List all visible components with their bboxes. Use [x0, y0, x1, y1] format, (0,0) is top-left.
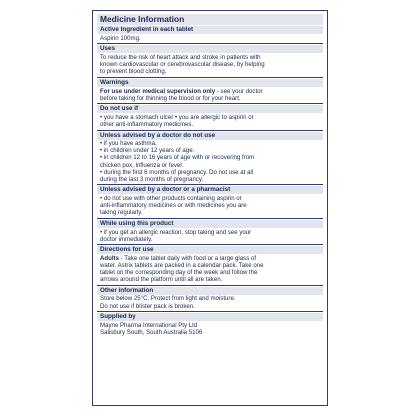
section-warnings	[97, 79, 323, 104]
text-line: • if you have asthma.	[100, 140, 157, 148]
body-other-information	[97, 295, 323, 311]
body-while-using	[97, 228, 323, 244]
text-line: doctor immediately.	[100, 235, 153, 243]
body-active-ingredient	[97, 34, 323, 43]
directions-adults-label: Adults	[100, 254, 119, 262]
text-line: • in children 12 to 16 years of age with or recovering from	[100, 154, 255, 162]
text-line: during the last 3 months of pregnancy.	[100, 175, 204, 183]
body-directions	[97, 254, 323, 284]
section-supplied-by	[97, 313, 323, 337]
warning-text: - see your doctor	[215, 87, 263, 95]
text-line: arrows around the platform until all are taken.	[100, 276, 223, 284]
body-warnings	[97, 87, 323, 103]
body-unless-advised-pharmacist	[97, 194, 323, 217]
heading-other-information: Other information	[97, 287, 323, 295]
text-line: Salisbury South, South Australia 5106	[100, 328, 203, 336]
heading-while-using: While using this product	[97, 220, 323, 228]
warning-emphasis: For use under medical supervision only	[100, 87, 216, 95]
section-other-information	[97, 287, 323, 312]
text-line: water. Astrix tablets are packed in a calendar pack. Take one	[100, 261, 264, 269]
text-line: • during the first 6 months of pregnancy. Do not use at all	[100, 168, 254, 176]
text-line: Do not use if blister pack is broken.	[100, 302, 195, 310]
section-active-ingredient	[97, 26, 323, 44]
section-unless-advised-pharmacist	[97, 186, 323, 218]
text-line: before taking for thinning the blood or for your heart.	[100, 94, 241, 102]
text-line: known cardiovascular or cerebrovascular disease, by helping	[100, 61, 265, 69]
medicine-information-panel	[92, 10, 328, 406]
text-line: • in children under 12 years of age.	[100, 147, 195, 155]
heading-active-ingredient: Active Ingredient in each tablet	[97, 26, 323, 34]
text-line: To reduce the risk of heart attack and stroke in patients with	[100, 54, 261, 62]
text-line: Store below 25°C. Protect from light and moisture.	[100, 295, 236, 303]
text-line: anti-inflammatory medicines or with medicines you are	[100, 202, 247, 210]
directions-text: - Take one tablet daily with food or a large glass of	[118, 254, 257, 262]
text-line: chicken pox, influenza or fever.	[100, 161, 184, 169]
heading-unless-advised-pharmacist: Unless advised by a doctor or a pharmacist	[97, 186, 323, 194]
text-line	[100, 88, 320, 95]
section-uses	[97, 45, 323, 77]
body-unless-advised-doctor	[97, 140, 323, 185]
body-uses	[97, 53, 323, 76]
section-directions	[97, 246, 323, 286]
text-line: Mayne Pharma International Pty Ltd	[100, 321, 198, 329]
heading-warnings: Warnings	[97, 79, 323, 87]
text-line: • if you get an allergic reaction, stop taking and see your	[100, 228, 252, 236]
text-line: taking regularly.	[100, 209, 143, 217]
text-line: tablet on the corresponding day of the week and follow the	[100, 269, 258, 277]
text-line: to prevent blood clotting.	[100, 68, 167, 76]
text-line: Aspirin 100mg.	[100, 34, 141, 42]
heading-do-not-use: Do not use if	[97, 105, 323, 113]
heading-directions: Directions for use	[97, 246, 323, 254]
text-line	[100, 255, 320, 262]
text-line: other anti-inflammatory medicines.	[100, 121, 194, 129]
panel-title: Medicine Information	[97, 14, 323, 25]
text-line: • do not use with other products containing aspirin or	[100, 195, 242, 203]
section-do-not-use	[97, 105, 323, 130]
section-while-using	[97, 220, 323, 245]
heading-unless-advised-doctor: Unless advised by a doctor do not use	[97, 132, 323, 140]
heading-supplied-by: Supplied by	[97, 313, 323, 321]
body-do-not-use	[97, 113, 323, 129]
text-line: • you have a stomach ulcer • you are allergic to aspirin or	[100, 113, 254, 121]
heading-uses: Uses	[97, 45, 323, 53]
body-supplied-by	[97, 321, 323, 337]
section-unless-advised-doctor	[97, 132, 323, 186]
